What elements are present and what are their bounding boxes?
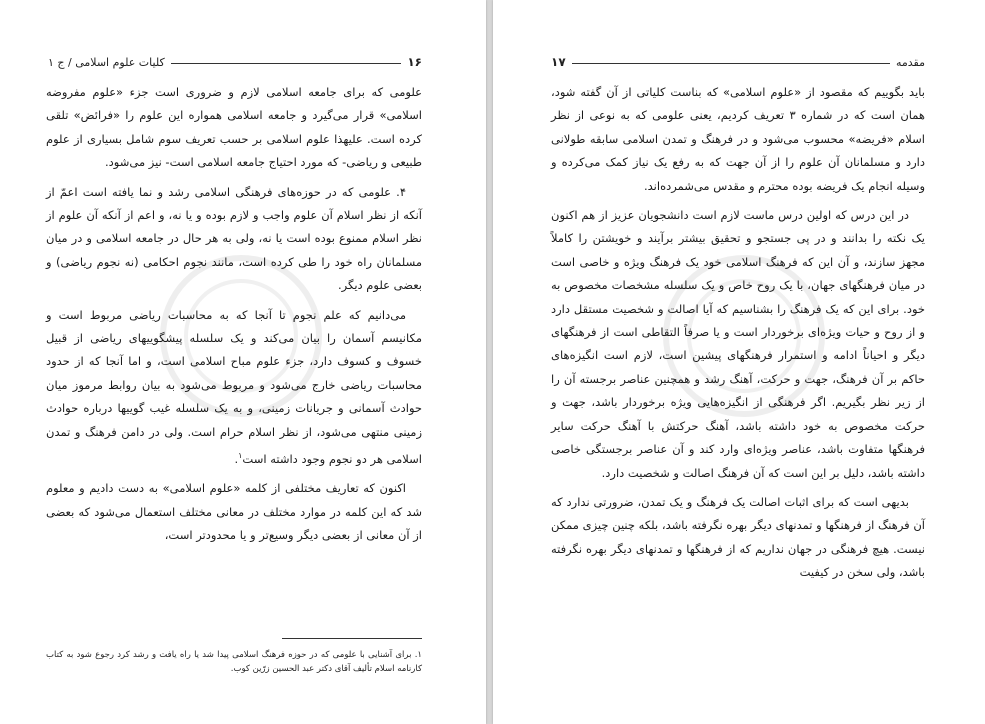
page-header <box>48 53 422 71</box>
paragraph: بدیهی است که برای اثبات اصالت یک فرهنگ و یک تمدن، ضرورتی ندارد که آن فرهنگ از فرهنگها و تمدنهای دیگر بهره نگرفته باشد، بلکه چنین چیزی ممکن نیست. هیچ فرهنگی در جهان نداریم که از فرهنگها و تمدنهای دیگر بهره نگرفته باشد، ولی سخن در کیفیت <box>551 494 925 580</box>
page-number: ۱۷ <box>551 55 566 69</box>
paragraph: علومی که برای جامعه اسلامی لازم و ضروری است جزء «علوم مفروضه اسلامی» قرار می‌گیرد و جامعه اسلامی همواره این علوم را «فرائض» تلقی کرده است. علیهذا علوم اسلامی بر حسب تعریف سوم شامل بسیاری از علوم طبیعی و ریاضی- که مورد احتیاج جامعه اسلامی است- نیز می‌شود. <box>46 85 422 170</box>
running-title: کلیات علوم اسلامی / ج ۱ <box>48 55 165 69</box>
paragraph: می‌دانیم که علم نجوم تا آنجا که به محاسبات ریاضی مربوط است و مکانیسم آسمان را بیان می‌کند و یک سلسله پیشگوییهای ریاضی از قبیل خسوف و کسوف دارد، جزء علوم مباح اسلامی است، و اما آنجا که از حدود محاسبات ریاضی خارج می‌شود و مربوط می‌شود به بیان روابط مرموز میان حوادث آسمانی و جریانات زمینی، و به یک سلسله غیب گوییها درباره حوادث زمینی منتهی می‌شود، از نظر اسلام حرام است. ولی در دامن فرهنگ و تمدن اسلامی هر دو نجوم وجود داشته است$^۱$. <box>46 307 422 466</box>
book-gutter <box>486 0 493 724</box>
page-header <box>551 53 925 71</box>
header-rule <box>572 63 890 64</box>
page-number: ۱۶ <box>407 55 422 69</box>
page-body <box>551 81 925 591</box>
paragraph: باید بگوییم که مقصود از «علوم اسلامی» که بناست کلیاتی از آن گفته شود، همان است که در شماره ۳ تعریف کردیم، یعنی علومی که به نوعی از نظر اسلام «فریضه» محسوب می‌شود و در فرهنگ و تمدن اسلامی سابقه طولانی دارد و مسلمانان آن علوم را از آن جهت که به رفع یک نیاز کمک می‌کرده و وسیله انجام یک فریضه بوده محترم و مقدس می‌شمرده‌اند. <box>551 85 925 193</box>
paragraph-text: می‌دانیم که علم نجوم تا آنجا که به محاسبات ریاضی مربوط است و مکانیسم آسمان را بیان می‌کند و یک سلسله پیشگوییهای ریاضی از قبیل خسوف و کسوف دارد، جزء علوم مباح اسلامی است، و اما آنجا که از حدود محاسبات ریاضی خارج می‌شود و مربوط می‌شود به بیان روابط مرموز میان حوادث آسمانی و جریانات زمینی، و به یک سلسله غیب گوییها درباره حوادث زمینی منتهی می‌شود، از نظر اسلام حرام است. ولی در دامن فرهنگ و تمدن اسلامی هر دو نجوم وجود داشته است <box>46 307 422 466</box>
header-rule <box>171 63 402 64</box>
paragraph: اکنون که تعاریف مختلفی از کلمه «علوم اسلامی» به دست دادیم و معلوم شد که این کلمه در موارد مختلف در معانی مختلف استعمال می‌شود که بعضی از آن معانی از بعضی دیگر وسیع‌تر و یا محدودتر است، <box>46 481 422 543</box>
footnote: ۱. برای آشنایی با علومی که در حوزه فرهنگ اسلامی پیدا شد یا راه یافت و رشد کرد رجوع شود به کتاب کارنامه اسلام تألیف آقای دکتر عبد الحسین زرّین کوب. <box>46 650 422 674</box>
page-right <box>493 0 985 724</box>
footnote-rule <box>282 638 422 639</box>
paragraph: ۴. علومی که در حوزه‌های فرهنگی اسلامی رشد و نما یافته است اعمّ از آنکه از نظر اسلام آن علوم واجب و لازم بوده و یا نه، و اعم از آنکه آن علوم از نظر اسلام ممنوع بوده است یا نه، ولی به هر حال در جامعه اسلامی و در میان مسلمانان راه خود را طی کرده است، مانند نجوم احکامی (نه نجوم ریاضی) و بعضی علوم دیگر. <box>46 184 422 293</box>
footnote-marker: ۱ <box>238 451 243 461</box>
running-title: مقدمه <box>895 55 925 69</box>
page-body <box>46 81 422 554</box>
paragraph: در این درس که اولین درس ماست لازم است دانشجویان عزیز از هم اکنون یک نکته را بدانند و در پی جستجو و تحقیق بیشتر برآیند و خویشتن را کاملاً مجهز سازند، و آن این که فرهنگ اسلامی خود یک فرهنگ ویژه و خاصی است در میان فرهنگهای جهان، با یک روح خاص و یک سلسله مشخصات مخصوص به خود. برای این که یک فرهنگ را بشناسیم که آیا اصالت و شخصیت مستقل دارد و از روح و حیات ویژه‌ای برخوردار است و یا صرفاً التقاطی است از فرهنگهای دیگر و احیاناً ادامه و استمرار فرهنگهای پیشین است، لازم است انگیزه‌های حاکم بر آن فرهنگ، جهت و حرکت، آهنگ رشد و همچنین عناصر برجسته آن را از زیر نظر بگیریم. اگر فرهنگی از انگیزه‌هایی ویژه برخوردار باشد، جهت و حرکت مخصوص به خود داشته باشد، آهنگ حرکتش با آهنگ حرکت سایر فرهنگها متفاوت باشد، عناصر ویژه‌ای وارد کند و آن عناصر برجستگی خاصی داشته باشد، دلیل بر این است که آن فرهنگ اصالت و شخصیت دارد. <box>551 208 925 480</box>
page-left <box>0 0 486 724</box>
